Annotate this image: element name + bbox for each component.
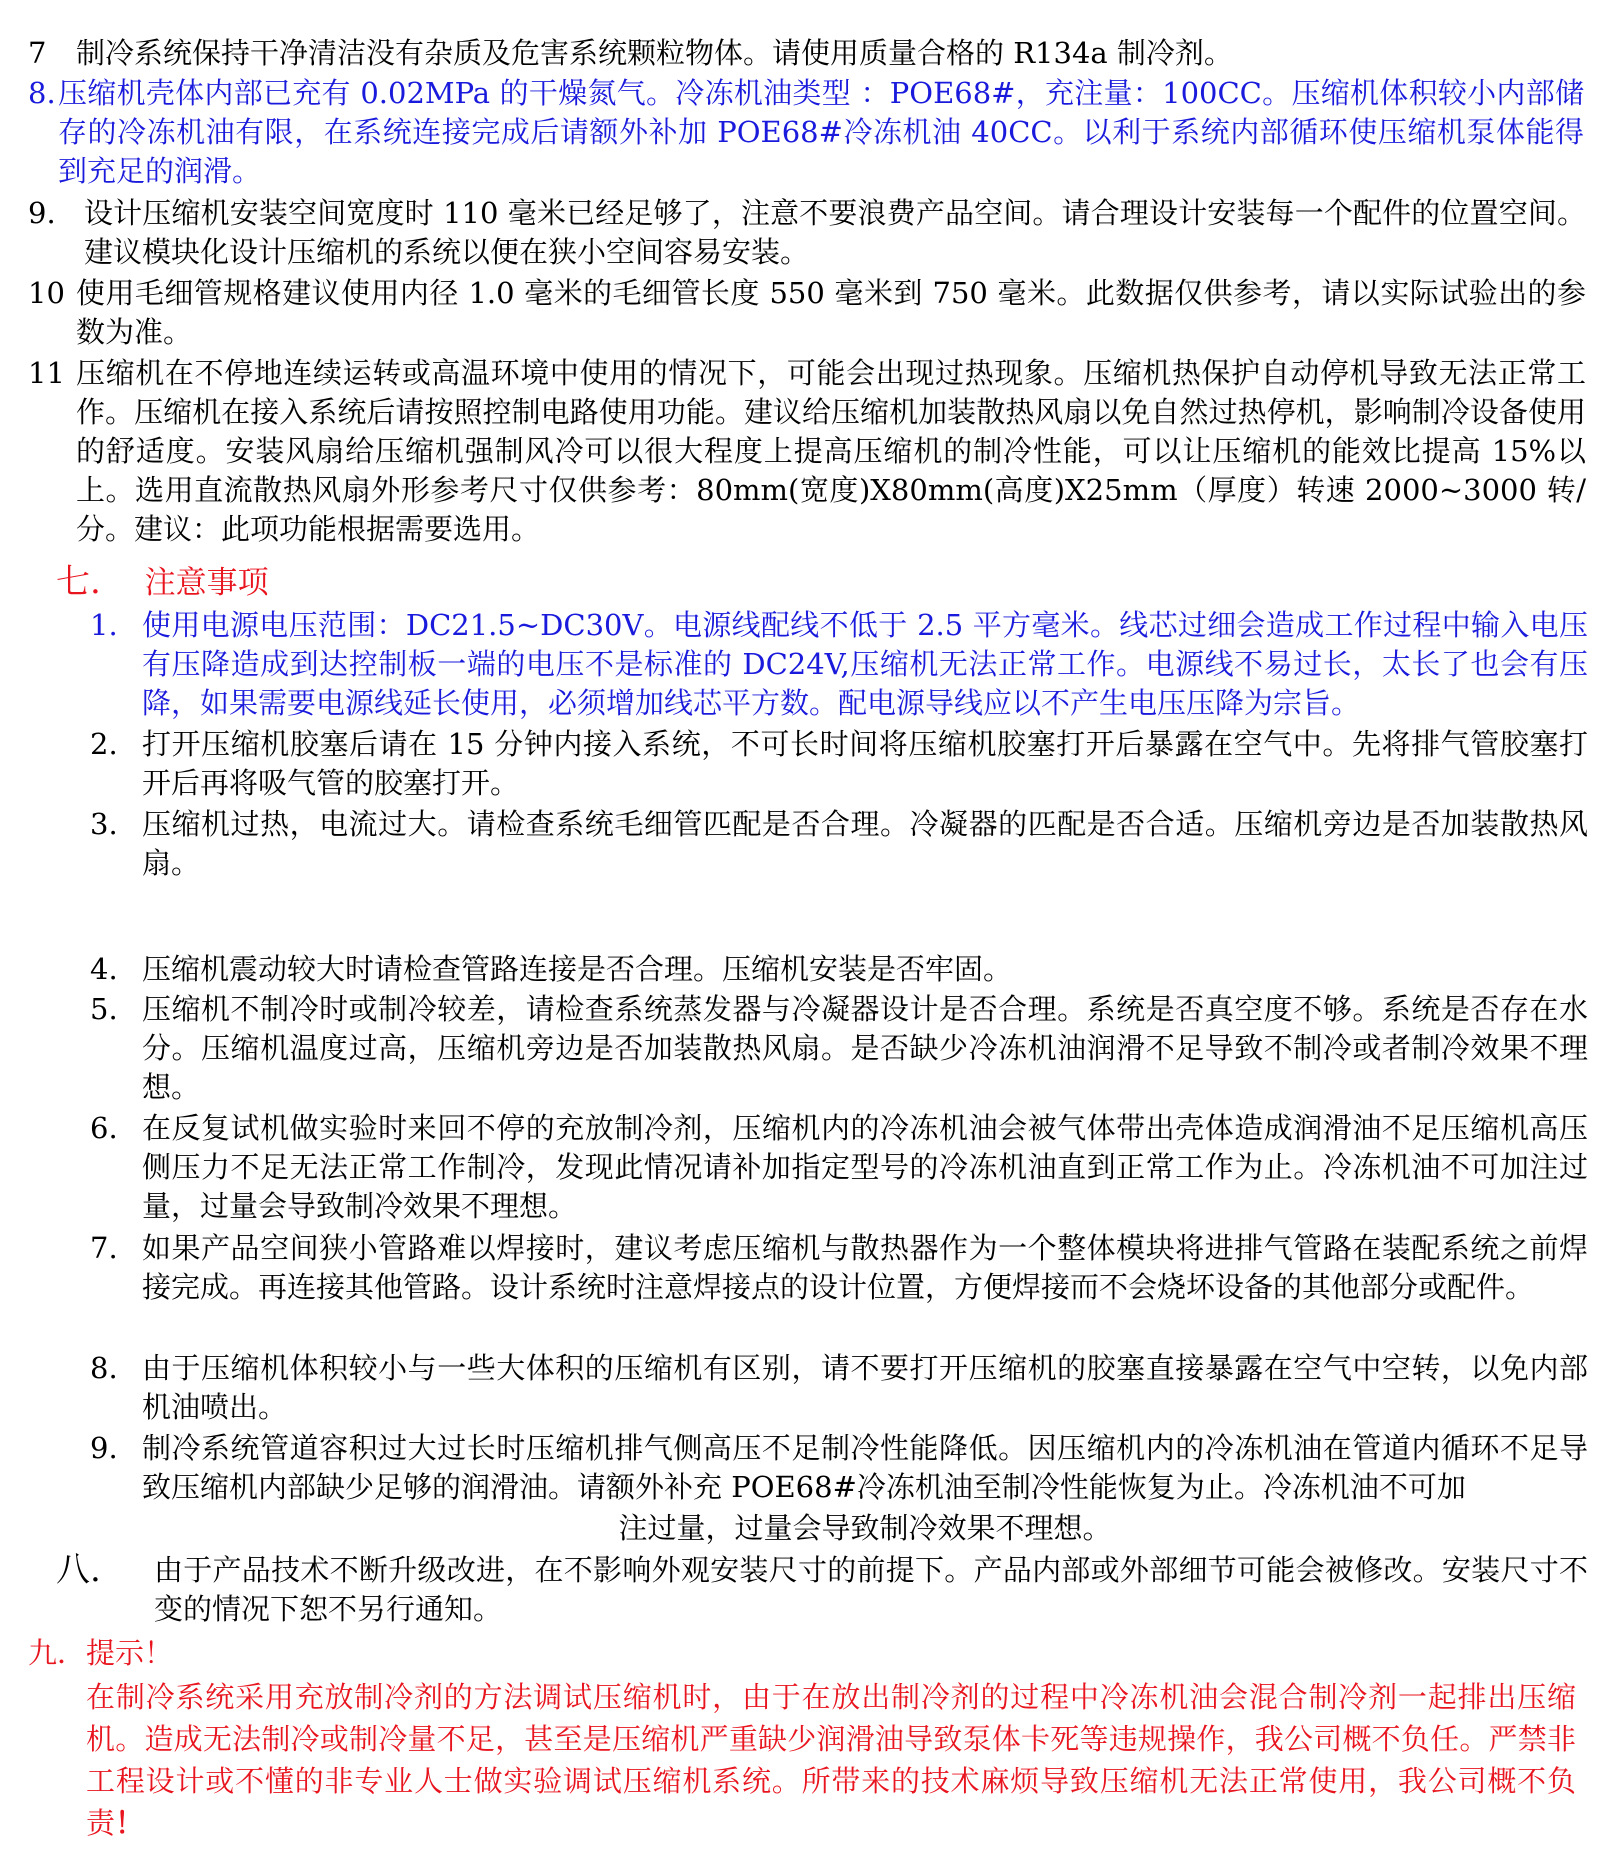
section8-mark: 八.: [56, 1550, 101, 1590]
section7-item-7: [90, 1229, 1588, 1349]
item-number: 6.: [90, 1111, 118, 1145]
item-text: 由于压缩机体积较小与一些大体积的压缩机有区别，请不要打开压缩机的胶塞直接暴露在空气中空转，以免内部机油喷出。: [142, 1351, 1588, 1424]
section7-heading: [56, 562, 656, 603]
item-text: 压缩机过热，电流过大。请检查系统毛细管匹配是否合理。冷凝器的匹配是否合适。压缩机旁边是否加装散热风扇。: [142, 807, 1588, 880]
item-11: [28, 354, 1588, 554]
section7-item-3: [90, 805, 1588, 885]
item-number: 5.: [90, 992, 118, 1026]
item-text: 使用毛细管规格建议使用内径 1.0 毫米的毛细管长度 550 毫米到 750 毫米。此数据仅供参考，请以实际试验出的参数为准。: [76, 276, 1586, 349]
item-text-last-line: 注过量，过量会导致制冷效果不理想。: [618, 1511, 1112, 1545]
section7-mark: 七.: [56, 562, 101, 602]
section8: [56, 1551, 1588, 1631]
item-text: 使用电源电压范围：DC21.5~DC30V。电源线配线不低于 2.5 平方毫米。线芯过细会造成工作过程中输入电压有压降造成到达控制板一端的电压不是标准的 DC24V,压缩机无法正常工作。电源线不易过长，太长了也会有压降，如果需要电源线延长使用，必须增加线芯平方数。配电源导线应以不产生电压压降为宗旨。: [142, 608, 1588, 720]
section9-text-body: 在制冷系统采用充放制冷剂的方法调试压缩机时，由于在放出制冷剂的过程中冷冻机油会混合制冷剂一起排出压缩机。造成无法制冷或制冷量不足，甚至是压缩机严重缺少润滑油导致泵体卡死等违规操作，我公司概不负任。严禁非工程设计或不懂的非专业人士做实验调试压缩机系统。所带来的技术麻烦导致压缩机无法正常使用，我公司概不负责: [86, 1680, 1576, 1840]
item-9: [28, 194, 1588, 274]
section9-title-text: 九．提示！: [28, 1636, 174, 1670]
item-number: 7: [28, 36, 47, 70]
item-10: [28, 274, 1588, 354]
section7-item-2: [90, 725, 1588, 805]
section7-item-9-last-line: [142, 1509, 1588, 1549]
section9-end-mark: ！: [115, 1806, 145, 1840]
section7-item-9: [90, 1429, 1588, 1509]
item-text: 压缩机壳体内部已充有 0.02MPa 的干燥氮气。冷冻机油类型 ：POE68#，充注量：100CC。压缩机体积较小内部储存的冷冻机油有限，在系统连接完成后请额外补加 POE68#冷冻机油 40CC。以利于系统内部循环使压缩机泵体能得到充足的润滑。: [58, 76, 1584, 188]
item-text: 压缩机不制冷时或制冷较差，请检查系统蒸发器与冷凝器设计是否合理。系统是否真空度不够。系统是否存在水分。压缩机温度过高，压缩机旁边是否加装散热风扇。是否缺少冷冻机油润滑不足导致不制冷或者制冷效果不理想。: [142, 992, 1588, 1104]
item-text: 在反复试机做实验时来回不停的充放制冷剂，压缩机内的冷冻机油会被气体带出壳体造成润滑油不足压缩机高压侧压力不足无法正常工作制冷，发现此情况请补加指定型号的冷冻机油直到正常工作为止。冷冻机油不可加注过量，过量会导致制冷效果不理想。: [142, 1111, 1588, 1223]
item-number: 7.: [90, 1231, 118, 1265]
section7-item-6: [90, 1109, 1588, 1229]
item-number: 8.: [90, 1351, 118, 1385]
item-text: 压缩机震动较大时请检查管路连接是否合理。压缩机安装是否牢固。: [142, 952, 1013, 986]
section7-title: 注意事项: [144, 565, 269, 601]
item-text: 制冷系统保持干净清洁没有杂质及危害系统颗粒物体。请使用质量合格的 R134a 制冷剂。: [76, 36, 1233, 70]
item-8: [28, 74, 1588, 194]
section7-item-4: [90, 950, 1588, 990]
item-text: 压缩机在不停地连续运转或高温环境中使用的情况下，可能会出现过热现象。压缩机热保护自动停机导致无法正常工作。压缩机在接入系统后请按照控制电路使用功能。建议给压缩机加装散热风扇以免自然过热停机，影响制冷设备使用的舒适度。安装风扇给压缩机强制风冷可以很大程度上提高压缩机的制冷性能，可以让压缩机的能效比提高 15%以上。选用直流散热风扇外形参考尺寸仅供参考：80mm(宽度)X80mm(高度)X25mm（厚度）转速 2000~3000 转/分。建议：此项功能根据需要选用。: [76, 356, 1586, 546]
item-text: 如果产品空间狭小管路难以焊接时，建议考虑压缩机与散热器作为一个整体模块将进排气管路在装配系统之前焊接完成。再连接其他管路。设计系统时注意焊接点的设计位置，方便焊接而不会烧坏设备的其他部分或配件。: [142, 1231, 1588, 1304]
section9-text: [86, 1676, 1576, 1844]
item-text: 打开压缩机胶塞后请在 15 分钟内接入系统，不可长时间将压缩机胶塞打开后暴露在空气中。先将排气管胶塞打开后再将吸气管的胶塞打开。: [142, 727, 1588, 800]
section8-text: 由于产品技术不断升级改进，在不影响外观安装尺寸的前提下。产品内部或外部细节可能会被修改。安装尺寸不变的情况下恕不另行通知。: [154, 1553, 1588, 1626]
item-number: 11: [28, 356, 65, 390]
item-number: 8.: [28, 76, 56, 110]
item-text: 制冷系统管道容积过大过长时压缩机排气侧高压不足制冷性能降低。因压缩机内的冷冻机油在管道内循环不足导致压缩机内部缺少足够的润滑油。请额外补充 POE68#冷冻机油至制冷性能恢复为止。冷冻机油不可加: [142, 1431, 1588, 1504]
section9-title: [28, 1634, 628, 1674]
item-number: 3.: [90, 807, 118, 841]
item-number: 4.: [90, 952, 118, 986]
section7-item-8: [90, 1349, 1588, 1429]
item-number: 10: [28, 276, 65, 310]
item-number: 9.: [90, 1431, 118, 1465]
item-7: [28, 34, 1588, 74]
item-number: 1.: [90, 608, 118, 642]
item-number: 9.: [28, 196, 56, 230]
section9-body: [86, 1676, 1576, 1866]
section7-item-1: [90, 606, 1588, 726]
item-text: 设计压缩机安装空间宽度时 110 毫米已经足够了，注意不要浪费产品空间。请合理设计安装每一个配件的位置空间。建议模块化设计压缩机的系统以便在狭小空间容易安装。: [84, 196, 1586, 269]
section7-item-5: [90, 990, 1588, 1110]
item-number: 2.: [90, 727, 118, 761]
